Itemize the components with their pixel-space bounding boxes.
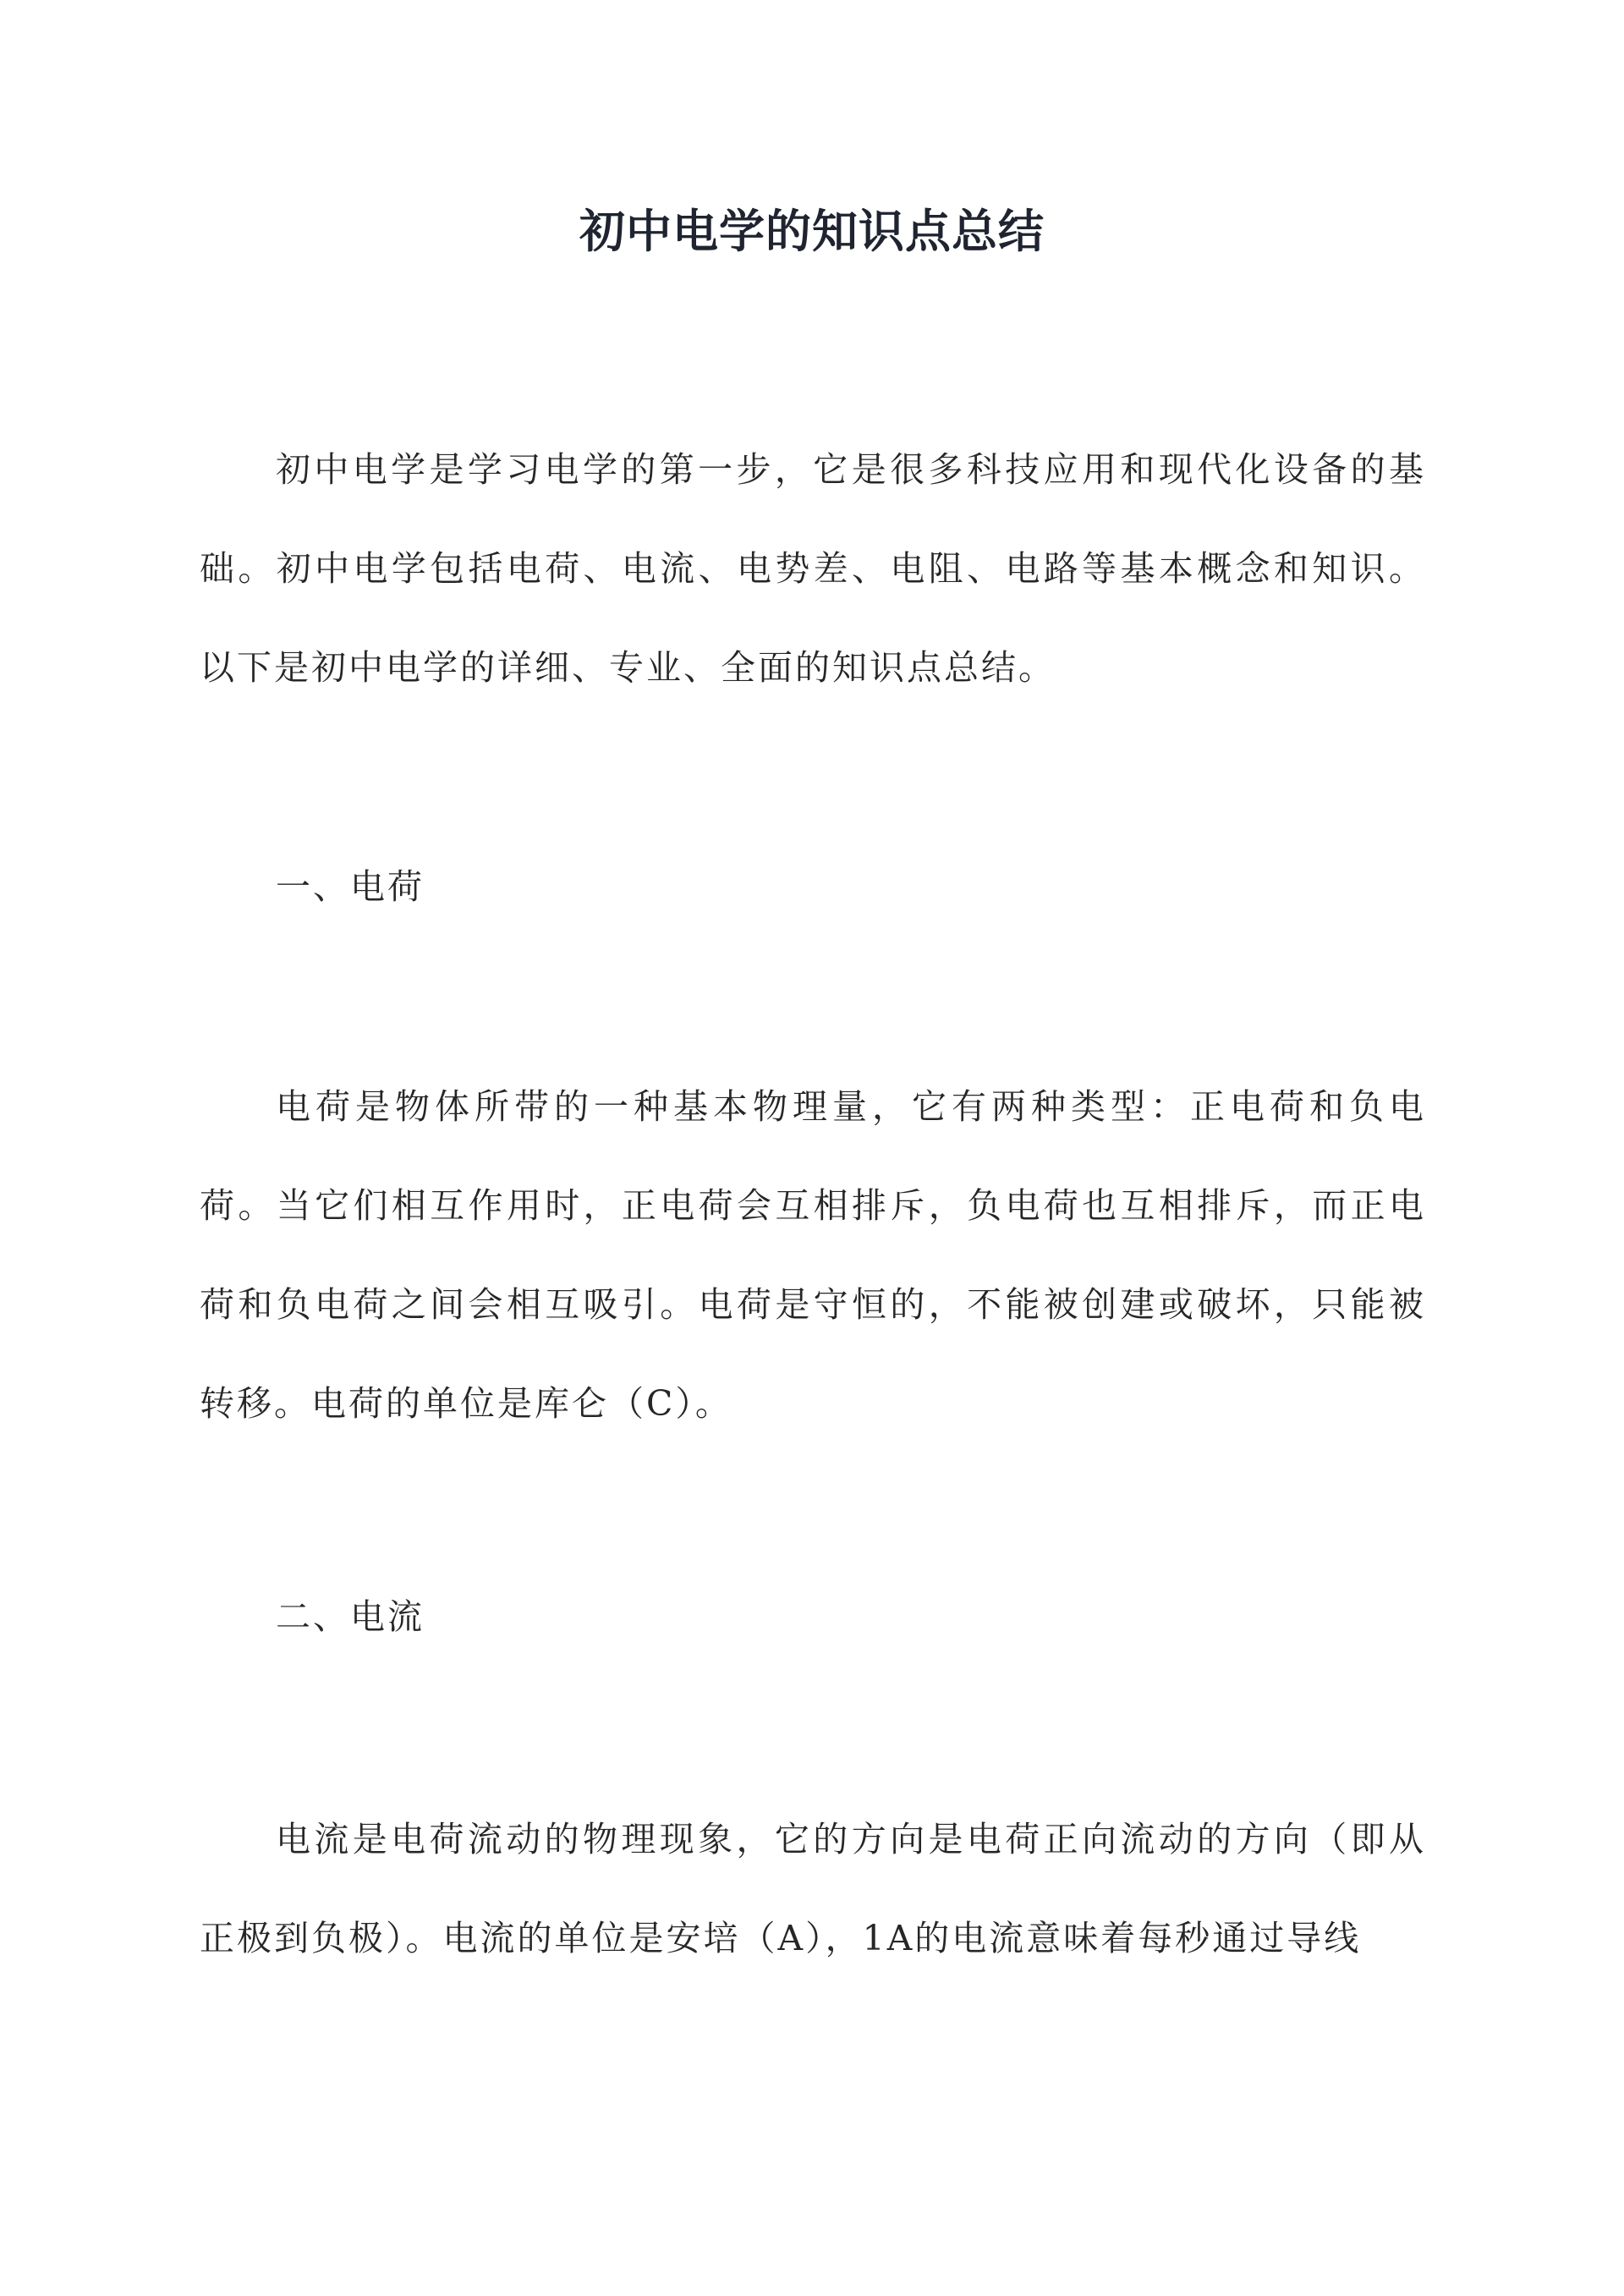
intro-paragraph: 初中电学是学习电学的第一步，它是很多科技应用和现代化设备的基础。初中电学包括电荷、电流、电势差、电阻、电路等基本概念和知识。以下是初中电学的详细、专业、全面的知识点总结。 bbox=[200, 449, 1426, 688]
section-body-charge: 电荷是物体所带的一种基本物理量，它有两种类型：正电荷和负电荷。当它们相互作用时，正电荷会互相排斥，负电荷也互相排斥，而正电荷和负电荷之间会相互吸引。电荷是守恒的，不能被创建或破坏，只能被转移。电荷的单位是库仑（C）。 bbox=[200, 1086, 1426, 1424]
document-title: 初中电学的知识点总结 bbox=[579, 204, 1045, 258]
section-heading-current: 二、电流 bbox=[276, 1596, 425, 1637]
section-body-current: 电流是电荷流动的物理现象，它的方向是电荷正向流动的方向（即从正极到负极）。电流的单位是安培（A），1A的电流意味着每秒通过导线 bbox=[200, 1819, 1426, 1958]
section-heading-charge: 一、电荷 bbox=[276, 866, 425, 907]
